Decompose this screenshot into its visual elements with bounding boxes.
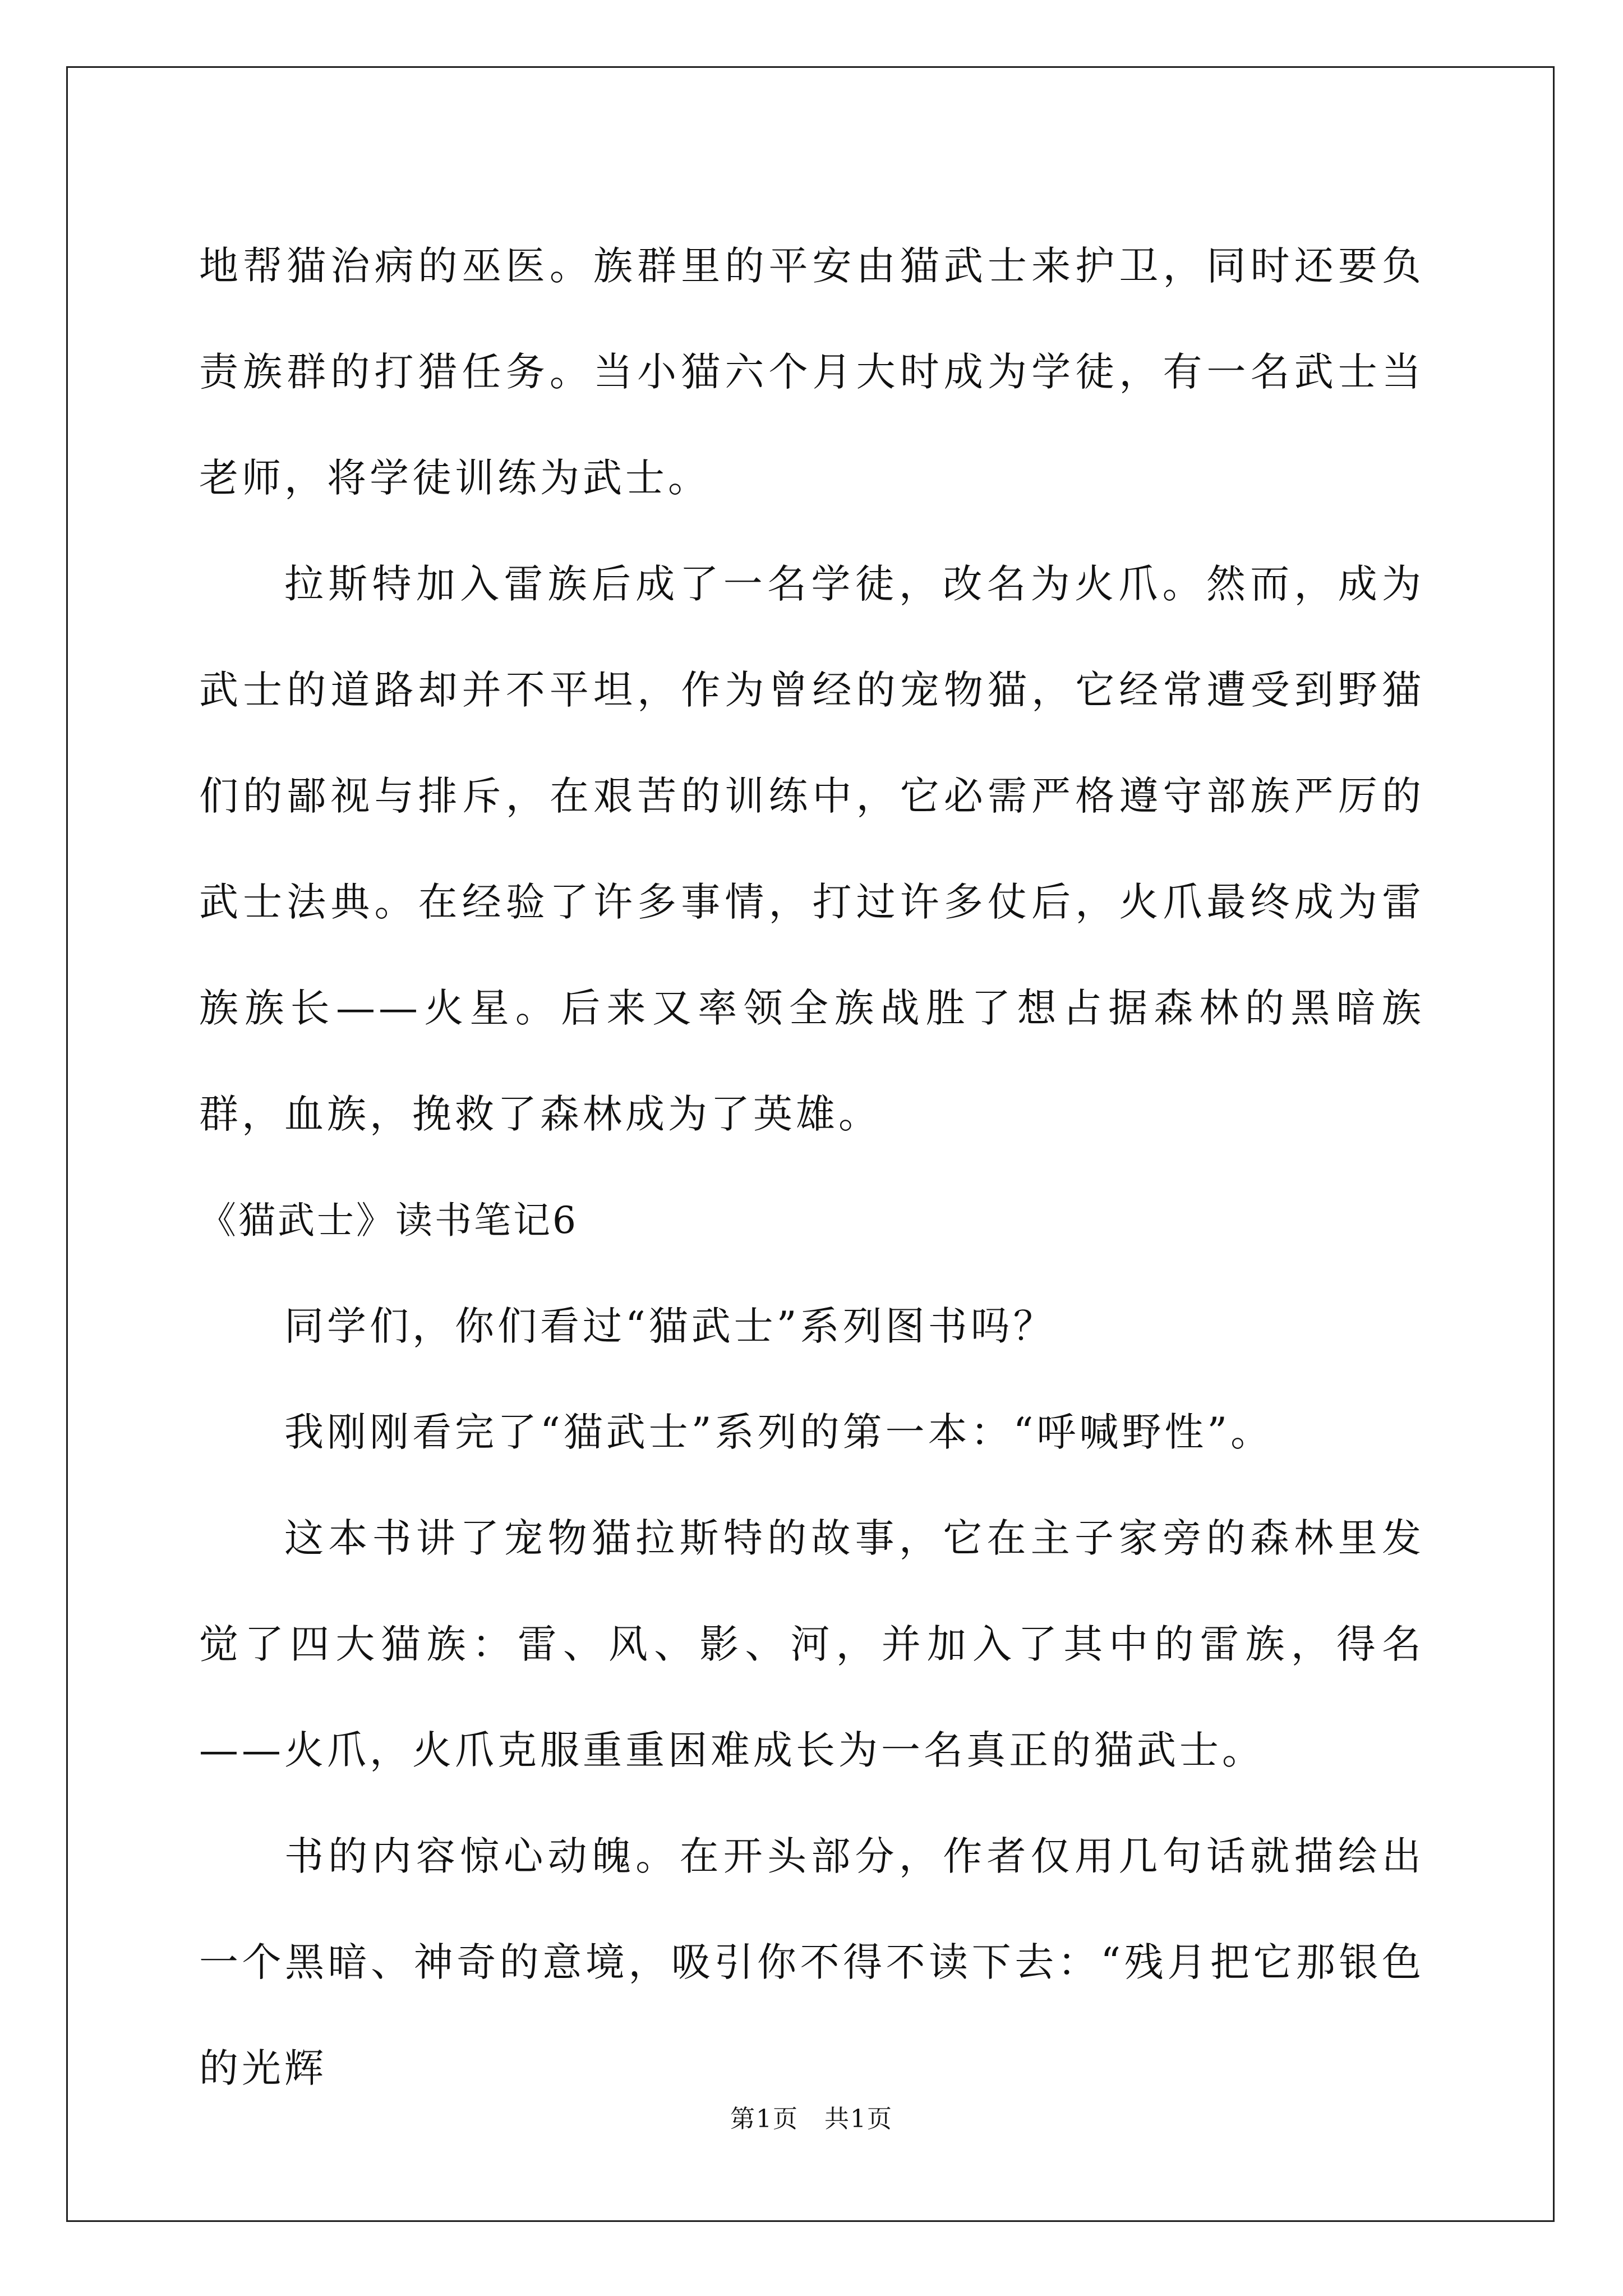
paragraph-5: 这本书讲了宠物猫拉斯特的故事，它在主子家旁的森林里发觉了四大猫族：雷、风、影、河，并加入了其中的雷族，得名——火爪，火爪克服重重困难成长为一名真正的猫武士。: [199, 1515, 1424, 1773]
document-body: [199, 213, 1424, 2122]
paragraph-4: 我刚刚看完了“猫武士”系列的第一本：“呼喊野性”。: [284, 1409, 1274, 1455]
page-footer: 第1页 共1页: [730, 2105, 893, 2133]
section-title: 《猫武士》读书笔记6: [199, 1199, 578, 1242]
paragraph-2: 拉斯特加入雷族后成了一名学徒，改名为火爪。然而，成为武士的道路却并不平坦，作为曾经的宠物猫，它经常遭受到野猫们的鄙视与排斥，在艰苦的训练中，它必需严格遵守部族严厉的武士法典。在经验了许多事情，打过许多仗后，火爪最终成为雷族族长——火星。后来又率领全族战胜了想占据森林的黑暗族群，血族，挽救了森林成为了英雄。: [199, 561, 1424, 1137]
paragraph-6: 书的内容惊心动魄。在开头部分，作者仅用几句话就描绘出一个黑暗、神奇的意境，吸引你不得不读下去：“残月把它那银色的光辉: [199, 1833, 1424, 2091]
paragraph-3: 同学们，你们看过“猫武士”系列图书吗？: [284, 1303, 1056, 1349]
paragraph-1: 地帮猫治病的巫医。族群里的平安由猫武士来护卫，同时还要负责族群的打猎任务。当小猫六个月大时成为学徒，有一名武士当老师，将学徒训练为武士。: [199, 243, 1424, 501]
